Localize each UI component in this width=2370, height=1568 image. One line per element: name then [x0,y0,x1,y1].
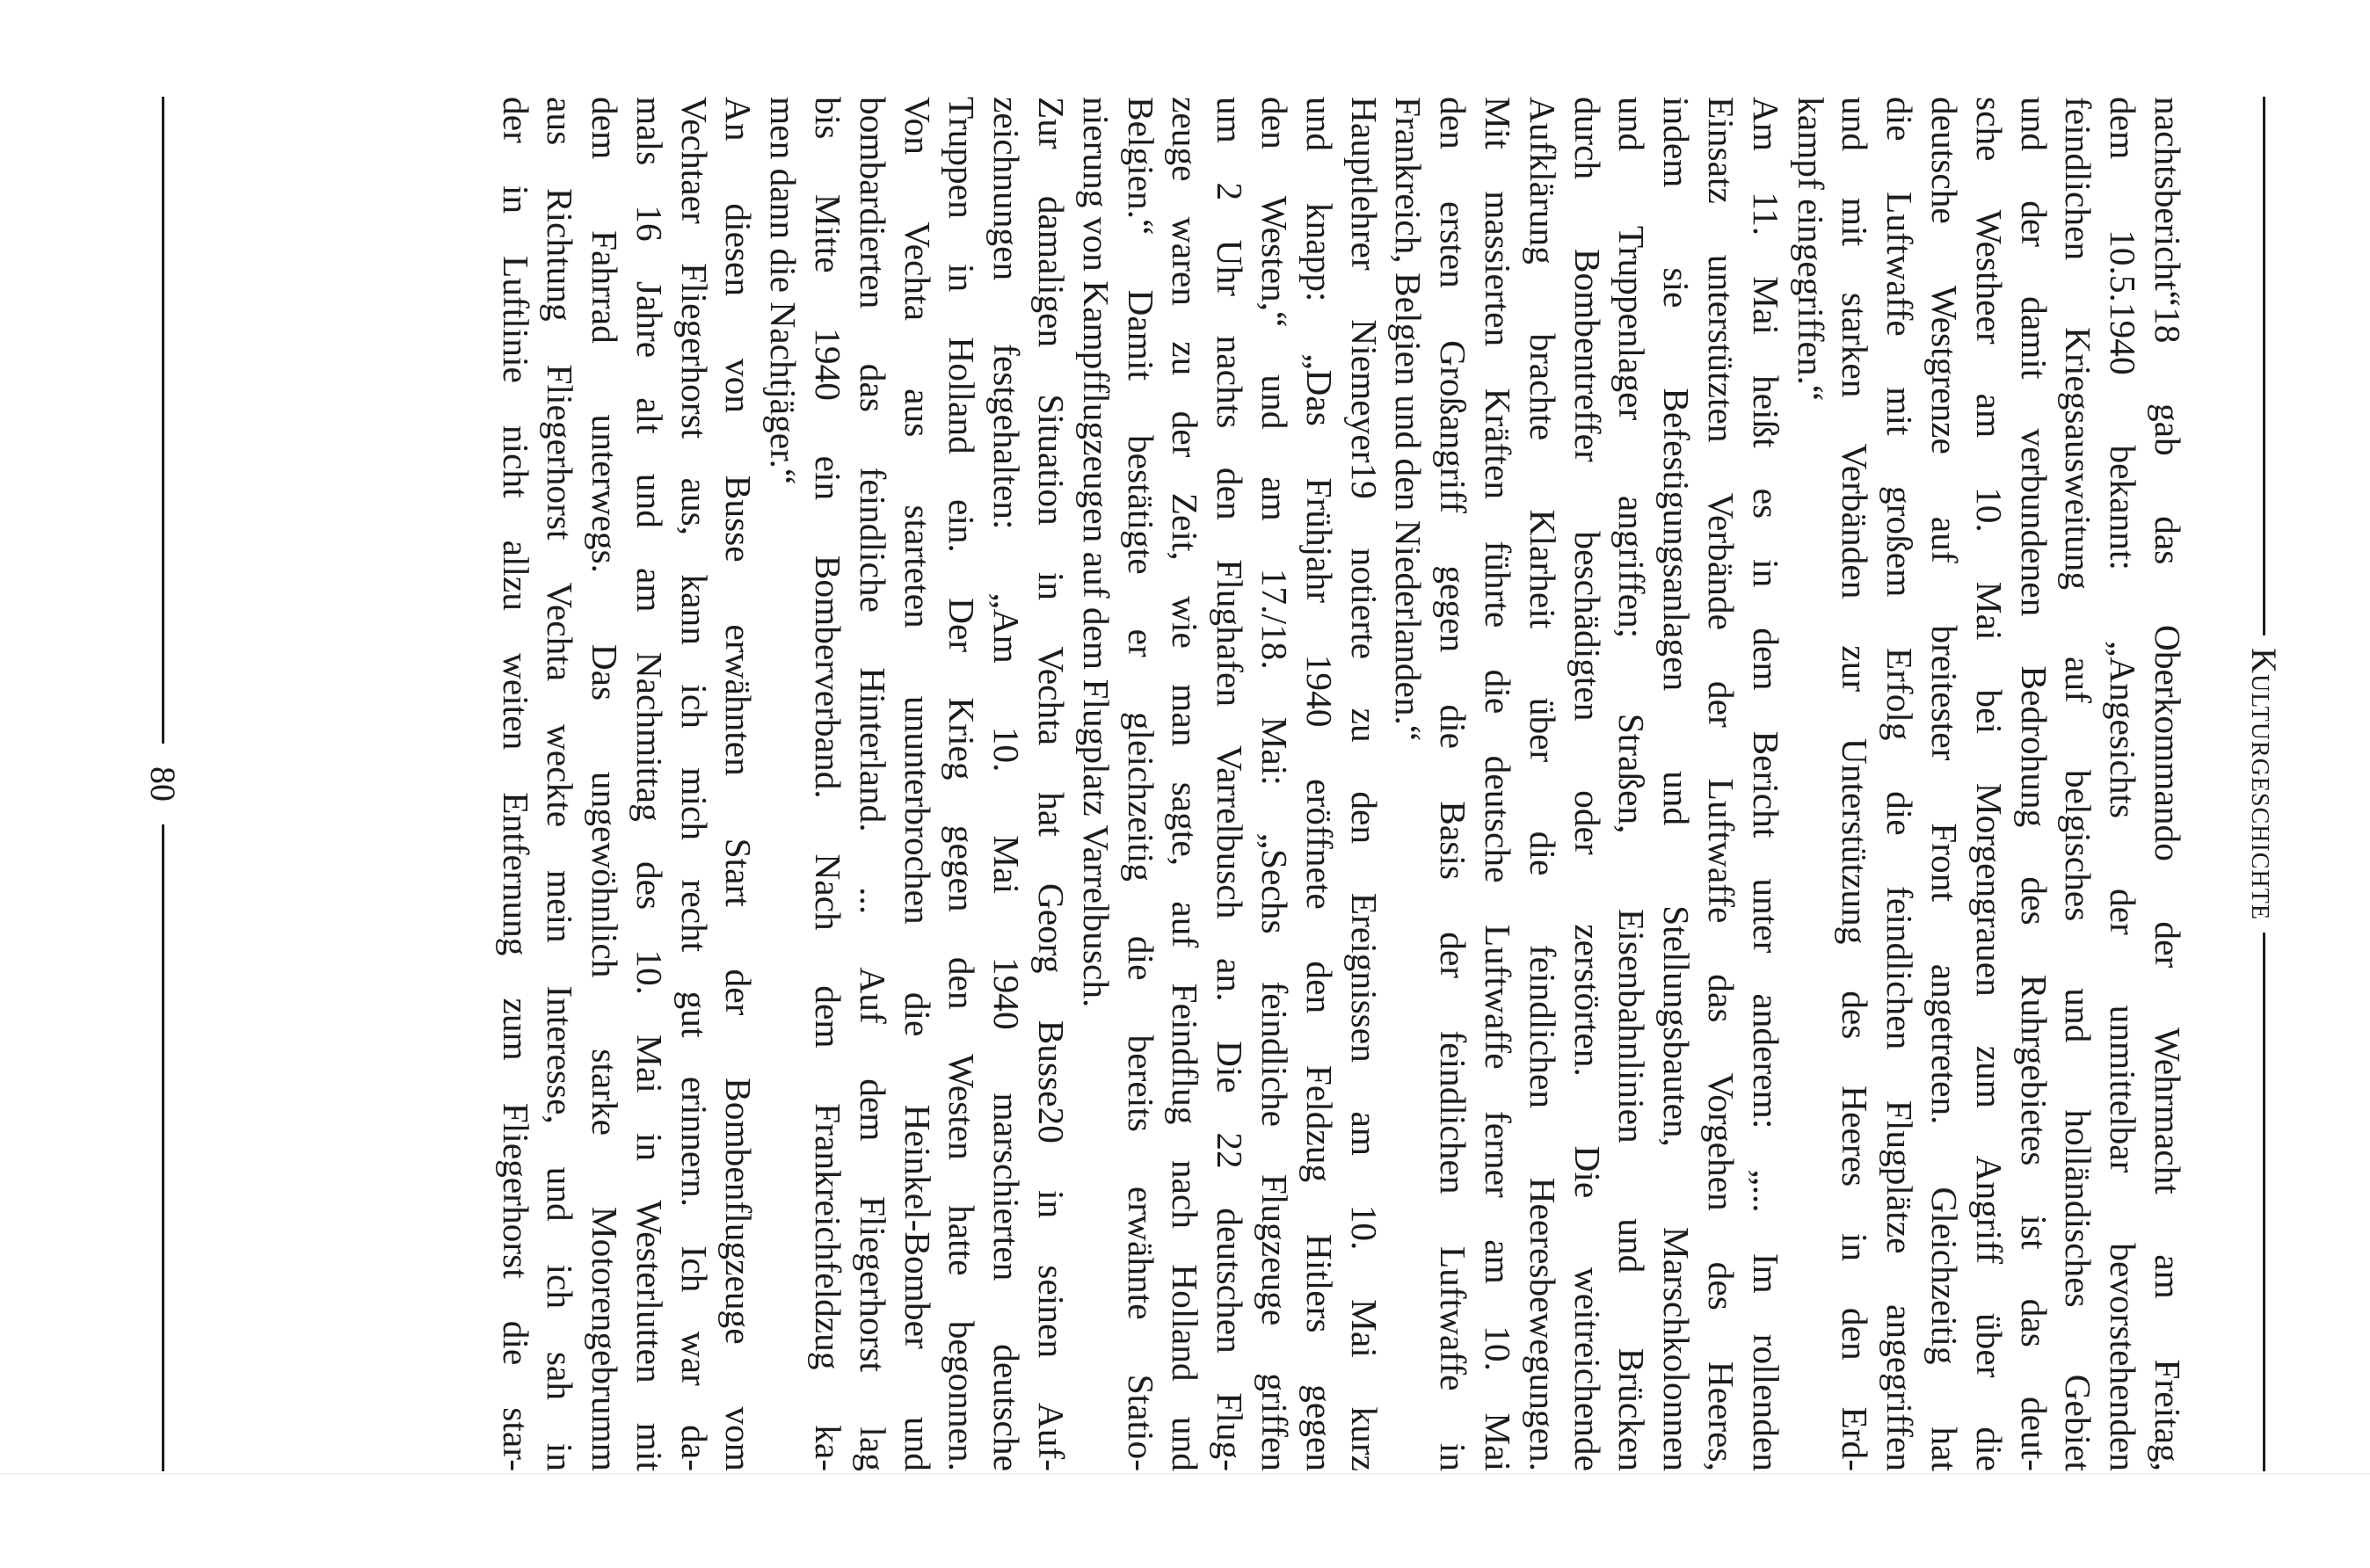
text-line: um 2 Uhr nachts den Flughafen Varrelbusch an. Die 22 deutschen Flug- [1210,97,1251,1471]
text-line: dem 10.5.1940 bekannt: „Angesichts der unmittelbar bevorstehenden [2103,97,2144,1471]
text-line: mals 16 Jahre alt und am Nachmittag des 10. Mai in Westerlutten mit [629,97,670,1471]
text-line: men dann die Nachtjäger.“ [763,97,804,485]
running-header [2238,97,2291,1471]
text-line: durch Bombentreffer beschädigten oder zerstörten. Die weitreichende [1567,97,1608,1471]
text-line: Von Vechta aus starteten ununterbrochen die Heinkel-Bomber und [897,97,938,1471]
text-line: Frankreich, Belgien und den Niederlanden.“ [1388,97,1429,742]
text-line: und der damit verbundenen Bedrohung des Ruhrgebietes ist das deut- [2013,97,2054,1471]
text-line: Mit massierten Kräften führte die deutsche Luftwaffe ferner am 10. Mai [1478,97,1519,1471]
text-line: Einsatz unterstützten Verbände der Luftwaffe das Vorgehen des Heeres, [1701,97,1742,1471]
scan-edge [0,1473,2370,1475]
text-line: sche Westheer am 10. Mai bei Morgengrauen zum Angriff über die [1968,97,2010,1471]
text-line: der in Luftlinie nicht allzu weiten Entfernung zum Fliegerhorst die star- [495,97,536,1471]
text-line: nachtsbericht“18 gab das Oberkommando der Wehrmacht am Freitag, [2148,97,2188,1471]
text-line: bombardierten das feindliche Hinterland. ... Auf dem Fliegerhorst lag [852,97,893,1471]
text-line: Truppen in Holland ein. Der Krieg gegen den Westen hatte begonnen. [941,97,983,1471]
footer-rule-left [163,97,165,744]
text-line: den Westen,“ und am 17./18. Mai: „Sechs feindliche Flugzeuge griffen [1254,97,1296,1471]
page-number: 80 [143,766,184,802]
text-line: nierung von Kampfflugzeugen auf dem Flugplatz Varrelbusch. [1075,97,1116,1008]
header-title: Kulturgeschichte [2244,648,2285,920]
text-line: kampf eingegriffen.“ [1790,97,1831,402]
body-text [493,97,2190,1471]
text-line: die Luftwaffe mit großem Erfolg die feindlichen Flugplätze angegriffen [1879,97,1921,1471]
text-line: und Truppenlager angriffen; Straßen, Eisenbahnlinien und Brücken [1611,97,1653,1471]
header-rule-right [2264,933,2266,1471]
text-line: feindlichen Kriegsausweitung auf belgisches und holländisches Gebiet [2058,97,2099,1471]
text-line: und knapp: „Das Frühjahr 1940 eröffnete den Feldzug Hitlers gegen [1298,97,1340,1471]
text-line: Zur damaligen Situation in Vechta hat Georg Busse20 in seinen Auf- [1031,97,1072,1471]
text-line: An diesen von Busse erwähnten Start der Bombenflugzeuge vom [718,97,760,1471]
text-line: Belgien.“ Damit bestätigte er gleichzeitig die bereits erwähnte Statio- [1120,97,1161,1471]
footer-rule-right [163,824,165,1471]
text-line: zeuge waren zu der Zeit, wie man sagte, auf Feindflug nach Holland und [1165,97,1206,1471]
text-line: den ersten Großangriff gegen die Basis der feindlichen Luftwaffe in [1433,97,1474,1471]
page-footer [128,97,199,1471]
header-rule-left [2264,97,2266,635]
text-line: Hauptlehrer Niemeyer19 notierte zu den Ereignissen am 10. Mai kurz [1343,97,1385,1471]
text-line: aus Richtung Fliegerhorst Vechta weckte mein Interesse, und ich sah in [540,97,581,1471]
text-line: Aufklärung brachte Klarheit über die feindlichen Heeresbewegungen. [1522,97,1563,1471]
text-line: deutsche Westgrenze auf breitester Front angetreten. Gleichzeitig hat [1924,97,1966,1471]
text-line: dem Fahrrad unterwegs. Das ungewöhnlich starke Motorengebrumm [585,97,626,1471]
text-line: zeichnungen festgehalten: „Am 10. Mai 1940 marschierten deutsche [986,97,1028,1471]
text-line: und mit starken Verbänden zur Unterstützung des Heeres in den Erd- [1835,97,1876,1471]
text-line: indem sie Befestigungsanlagen und Stellungsbauten, Marschkolonnen [1656,97,1698,1471]
text-line: bis Mitte 1940 ein Bomberverband. Nach dem Frankreichfeldzug ka- [808,97,849,1471]
text-line: Am 11. Mai heißt es in dem Bericht unter anderem: „... Im rollenden [1745,97,1786,1471]
text-line: Vechtaer Fliegerhorst aus, kann ich mich recht gut erinnern. Ich war da- [673,97,715,1471]
